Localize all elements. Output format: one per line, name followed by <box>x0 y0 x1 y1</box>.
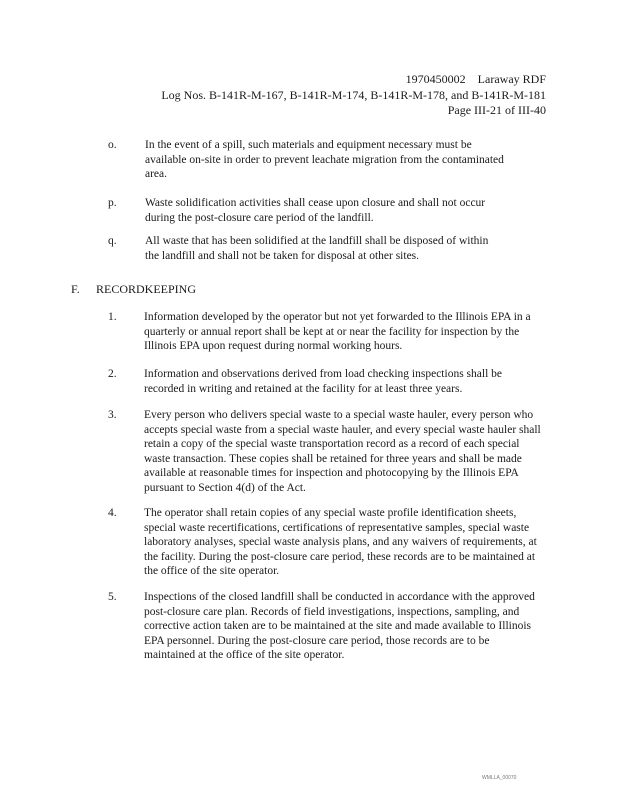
section-letter: F. <box>71 282 80 296</box>
list-item-text: Every person who delivers special waste to a special waste hauler, every person who accepts special waste from a special waste hauler, and every special waste hauler shall retain a copy of the special waste transportation record as a record of each special waste transaction. These copies shall be retained for three years and shall be made available at reasonable times for inspection and photocopying by the Illinois EPA pursuant to Section 4(d) of the Act. <box>144 409 541 494</box>
list-item-text: Waste solidification activities shall cease upon closure and shall not occur during the post-closure care period of the landfill. <box>145 197 486 224</box>
list-marker: p. <box>108 197 117 209</box>
list-marker: 4. <box>108 507 117 519</box>
list-item-text: Information and observations derived from load checking inspections shall be recorded in writing and retained at the facility for at least three years. <box>144 368 502 395</box>
list-marker: o. <box>108 139 117 151</box>
header-permit-line: 1970450002 Laraway RDF <box>405 72 546 86</box>
header-page-number: Page III-21 of III-40 <box>447 103 546 117</box>
list-item-text: The operator shall retain copies of any special waste profile identification sheets, special waste recertifications, certifications of representative samples, special waste laboratory analyses, special waste analysis plans, and any waivers of requirements, at the facility. During the post-closure care period, these records are to be maintained at the office of the site operator. <box>144 507 537 578</box>
header-log-numbers: Log Nos. B-141R-M-167, B-141R-M-174, B-141R-M-178, and B-141R-M-181 <box>161 87 546 102</box>
list-item-text: Information developed by the operator but not yet forwarded to the Illinois EPA in a quarterly or annual report shall be kept at or near the facility for inspection by the Illinois EPA upon request during normal working hours. <box>144 311 531 353</box>
list-marker: 3. <box>108 409 117 421</box>
list-marker: 1. <box>108 311 117 323</box>
bates-stamp: WMLLA_00070 <box>482 775 517 781</box>
section-title: RECORDKEEPING <box>96 282 197 296</box>
page-header <box>161 72 546 119</box>
list-marker: 2. <box>108 368 117 380</box>
list-marker: 5. <box>108 591 117 603</box>
list-item-text: All waste that has been solidified at the landfill shall be disposed of within the landfill and shall not be taken for disposal at other sites. <box>145 235 489 262</box>
list-item-text: Inspections of the closed landfill shall be conducted in accordance with the approved post-closure care plan. Records of field investigations, inspections, sampling, and corrective action taken are to be maintained at the site and made available to Illinois EPA personnel. During the post-closure care period, those records are to be maintained at the office of the site operator. <box>144 591 535 662</box>
list-marker: q. <box>108 235 117 247</box>
list-item-text: In the event of a spill, such materials and equipment necessary must be available on-site in order to prevent leachate migration from the contaminated area. <box>145 139 504 181</box>
